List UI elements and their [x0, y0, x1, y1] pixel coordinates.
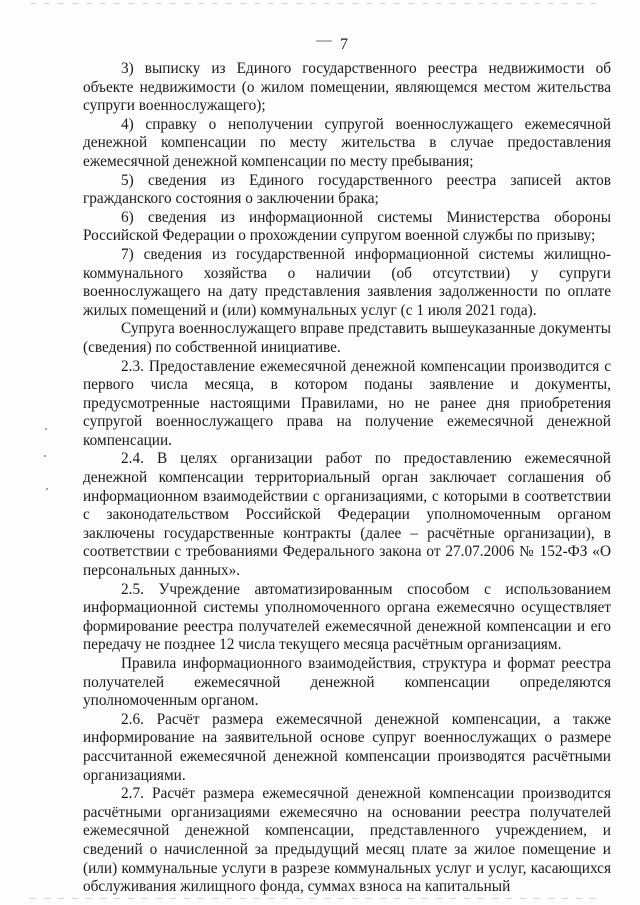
scan-speck [46, 488, 48, 490]
scan-speck [45, 428, 47, 430]
scan-speck [44, 455, 46, 457]
paragraph-2-4: 2.4. В целях организации работ по предоставлению ежемесячной денежной компенсации территориальный орган заключает соглашения об информационном взаимодействии с организациями, с которыми в соответствии с законодательством Российской Федерации уполномоченным органом заключены государственные контракты (далее – расчётные организации), в соответствии с требованиями Федерального закона от 27.07.2006 № 152-ФЗ «О персональных данных». [83, 450, 611, 580]
paragraph-item-5: 5) сведения из Единого государственного реестра записей актов гражданского состояния о заключении брака; [83, 171, 611, 208]
paragraph-2-6: 2.6. Расчёт размера ежемесячной денежной компенсации, а также информирование на заявительной основе супруг военнослужащих о размере рассчитанной ежемесячной денежной компенсации производятся расчётными организациями. [83, 710, 611, 784]
paragraph-own-initiative: Супруга военнослужащего вправе представить вышеуказанные документы (сведения) по собственной инициативе. [83, 320, 611, 356]
scan-mark [316, 40, 332, 42]
paragraph-registry-rules: Правила информационного взаимодействия, структура и формат реестра получателей ежемесячной денежной компенсации определяются уполномоченным органом. [83, 655, 611, 710]
scan-edge-bottom [30, 898, 600, 899]
scan-edge-top [30, 3, 600, 4]
paragraph-2-3: 2.3. Предоставление ежемесячной денежной компенсации производится с первого числа месяца, в котором поданы заявление и документы, предусмотренные настоящими Правилами, но не ранее дня приобретения супругой военнослужащего права на получение ежемесячной денежной компенсации. [83, 357, 611, 449]
page-number: 7 [340, 36, 348, 53]
paragraph-item-4: 4) справку о неполучении супругой военнослужащего ежемесячной денежной компенсации по месту жительства в случае предоставления ежемесячной денежной компенсации по месту пребывания; [83, 115, 611, 170]
paragraph-item-3: 3) выписку из Единого государственного реестра недвижимости об объекте недвижимости (о жилом помещении, являющемся местом жительства супруги военнослужащего); [83, 60, 611, 115]
paragraph-2-7: 2.7. Расчёт размера ежемесячной денежной компенсации производится расчётными организациями ежемесячно на основании реестра получателей ежемесячной денежной компенсации, представленного учреждением, и сведений о начисленной за предыдущий месяц плате за жилое помещение и (или) коммунальные услуги в разрезе коммунальных услуг и услуг, касающихся обслуживания жилищного фонда, суммах взноса на капитальный [83, 785, 611, 896]
document-body [83, 60, 611, 897]
paragraph-item-6: 6) сведения из информационной системы Министерства обороны Российской Федерации о прохождении супругом военной службы по призыву; [83, 208, 611, 245]
paragraph-2-5: 2.5. Учреждение автоматизированным способом с использованием информационной системы уполномоченного органа ежемесячно осуществляет формирование реестра получателей ежемесячной денежной компенсации и его передачу не позднее 12 числа текущего месяца расчётным организациям. [83, 580, 611, 654]
paragraph-item-7: 7) сведения из государственной информационной системы жилищно-коммунального хозяйства о наличии (об отсутствии) у супруги военнослужащего на дату представления заявления задолженности по оплате жилых помещений и (или) коммунальных услуг (с 1 июля 2021 года). [83, 245, 611, 319]
